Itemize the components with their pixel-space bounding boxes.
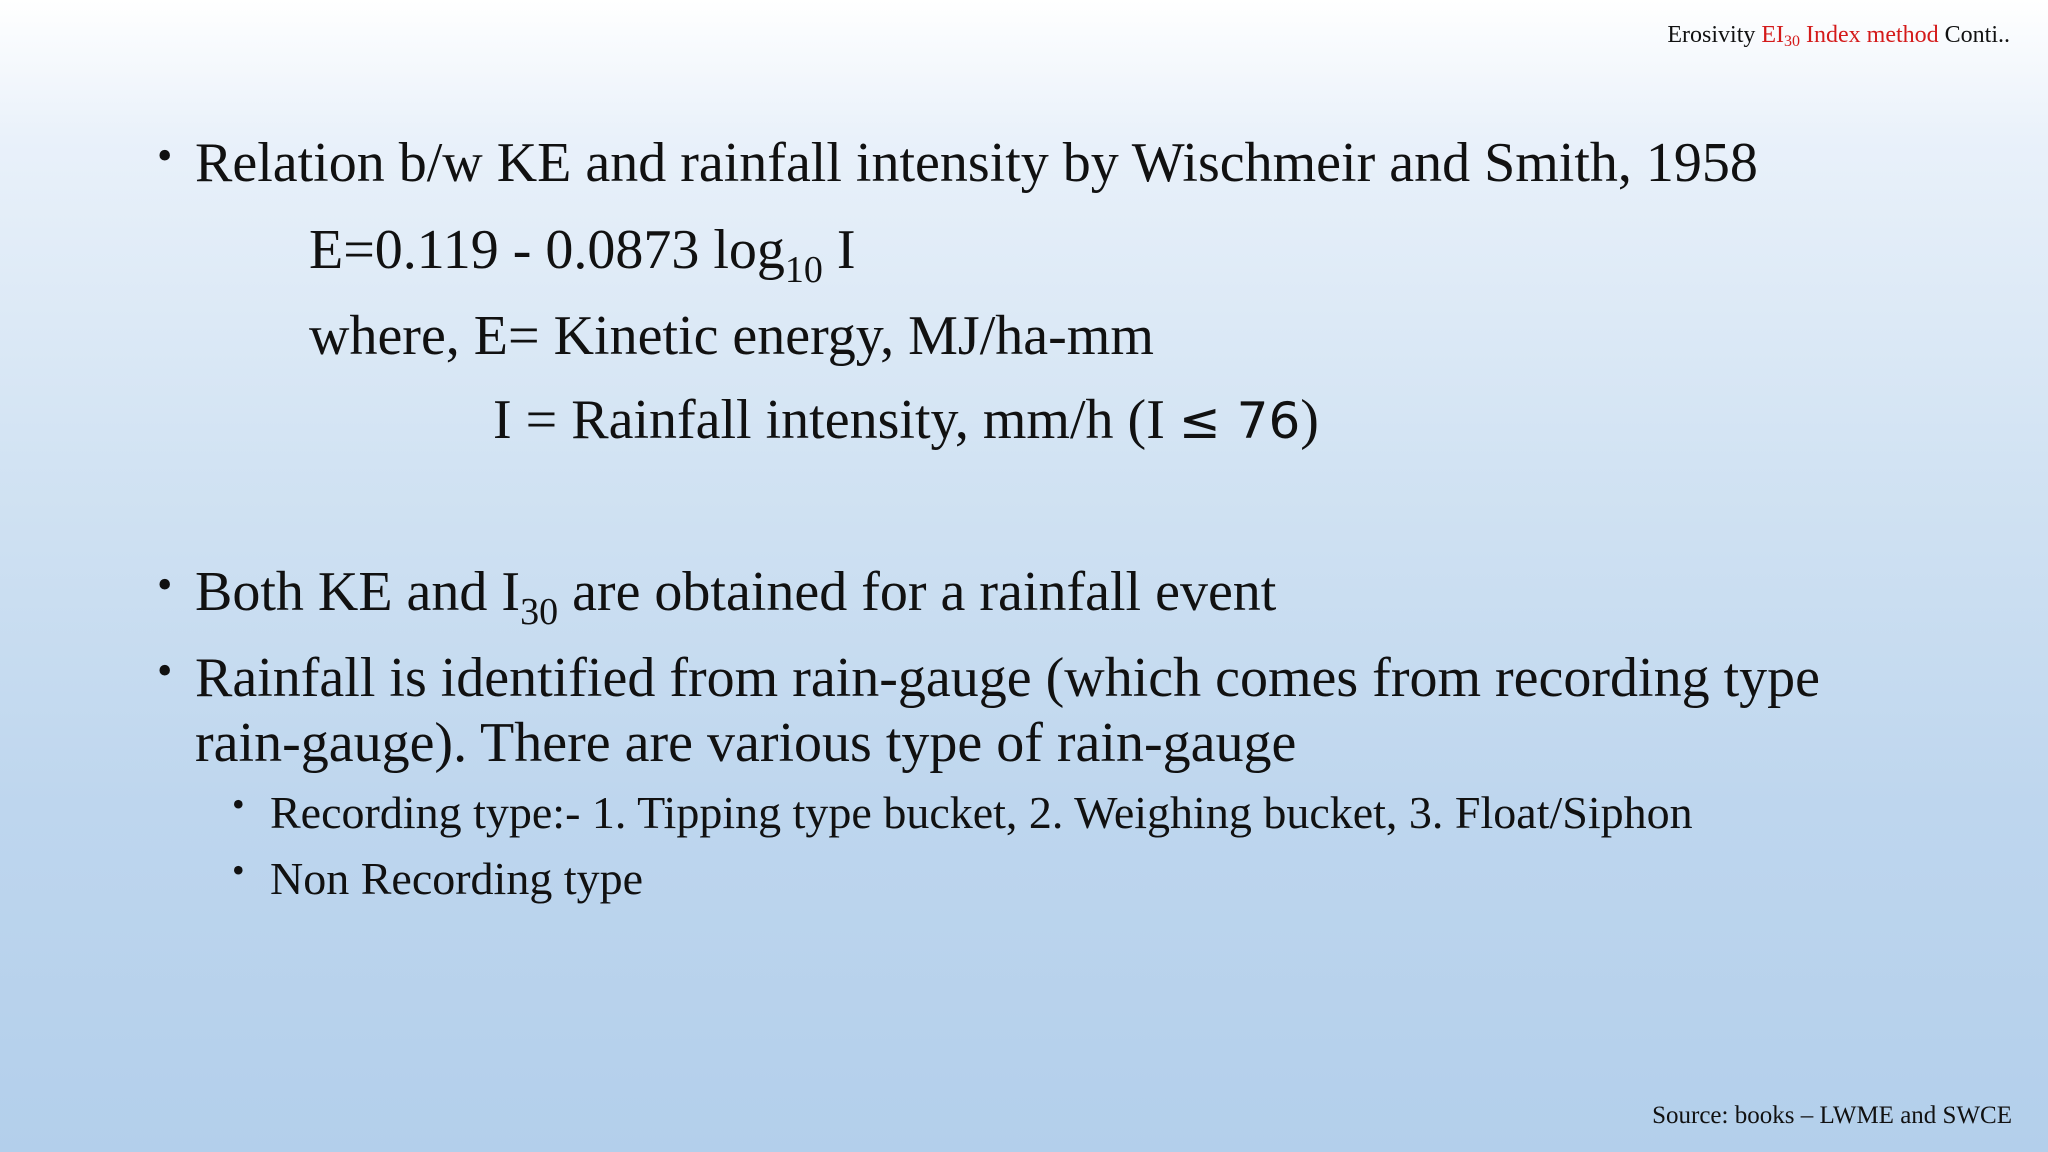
- bullet-dot: •: [157, 646, 173, 695]
- bullet-relation: [157, 131, 1937, 196]
- intensity-line: [493, 388, 1319, 454]
- source-footer: Source: books – LWME and SWCE: [1652, 1102, 2012, 1129]
- header-suffix: Conti..: [1944, 22, 2010, 48]
- sub-bullet-recording: [232, 784, 1932, 842]
- equation-line: [309, 218, 856, 291]
- sub-bullet-non-recording: [232, 850, 1932, 908]
- sub-bullet-recording-text: Recording type:- 1. Tipping type bucket, 2. Weighing bucket, 3. Float/Siphon: [270, 787, 1693, 838]
- intensity-close: ): [1300, 389, 1319, 451]
- bullet-relation-text: Relation b/w KE and rainfall intensity by Wischmeir and Smith, 1958: [195, 132, 1758, 194]
- header-prefix: Erosivity: [1667, 22, 1756, 48]
- sub-bullet-non-recording-text: Non Recording type: [270, 853, 644, 904]
- bullet-both-subscript: 30: [520, 591, 559, 633]
- bullet-both-text: [195, 560, 1277, 633]
- sub-bullet-dot: •: [232, 850, 245, 890]
- bullet-dot: •: [157, 131, 173, 180]
- bullet-rainfall-text: Rainfall is identified from rain-gauge (which comes from recording type rain-gauge). There are various type of rain-gauge: [195, 647, 1821, 774]
- bullet-both: [157, 560, 1937, 633]
- intensity-text: I = Rainfall intensity, mm/h (I: [493, 389, 1179, 451]
- bullet-both-pre: Both KE and I: [195, 561, 521, 623]
- header-ei: [1761, 22, 1800, 48]
- header-ei-text: EI: [1761, 22, 1785, 48]
- slide-header: [1667, 22, 2010, 49]
- equation-lhs: E=0.119 - 0.0873 log: [309, 219, 785, 281]
- intensity-condition: ≤ 76: [1178, 392, 1301, 450]
- header-ei-subscript: 30: [1784, 33, 1801, 50]
- bullet-rainfall: [157, 646, 1877, 776]
- equation-log-base: 10: [784, 249, 823, 291]
- where-line: where, E= Kinetic energy, MJ/ha-mm: [309, 305, 1154, 367]
- bullet-both-post: are obtained for a rainfall event: [558, 561, 1277, 623]
- header-method: Index method: [1806, 22, 1939, 48]
- sub-bullet-dot: •: [232, 784, 245, 824]
- bullet-dot: •: [157, 560, 173, 609]
- equation-rhs: I: [836, 219, 856, 281]
